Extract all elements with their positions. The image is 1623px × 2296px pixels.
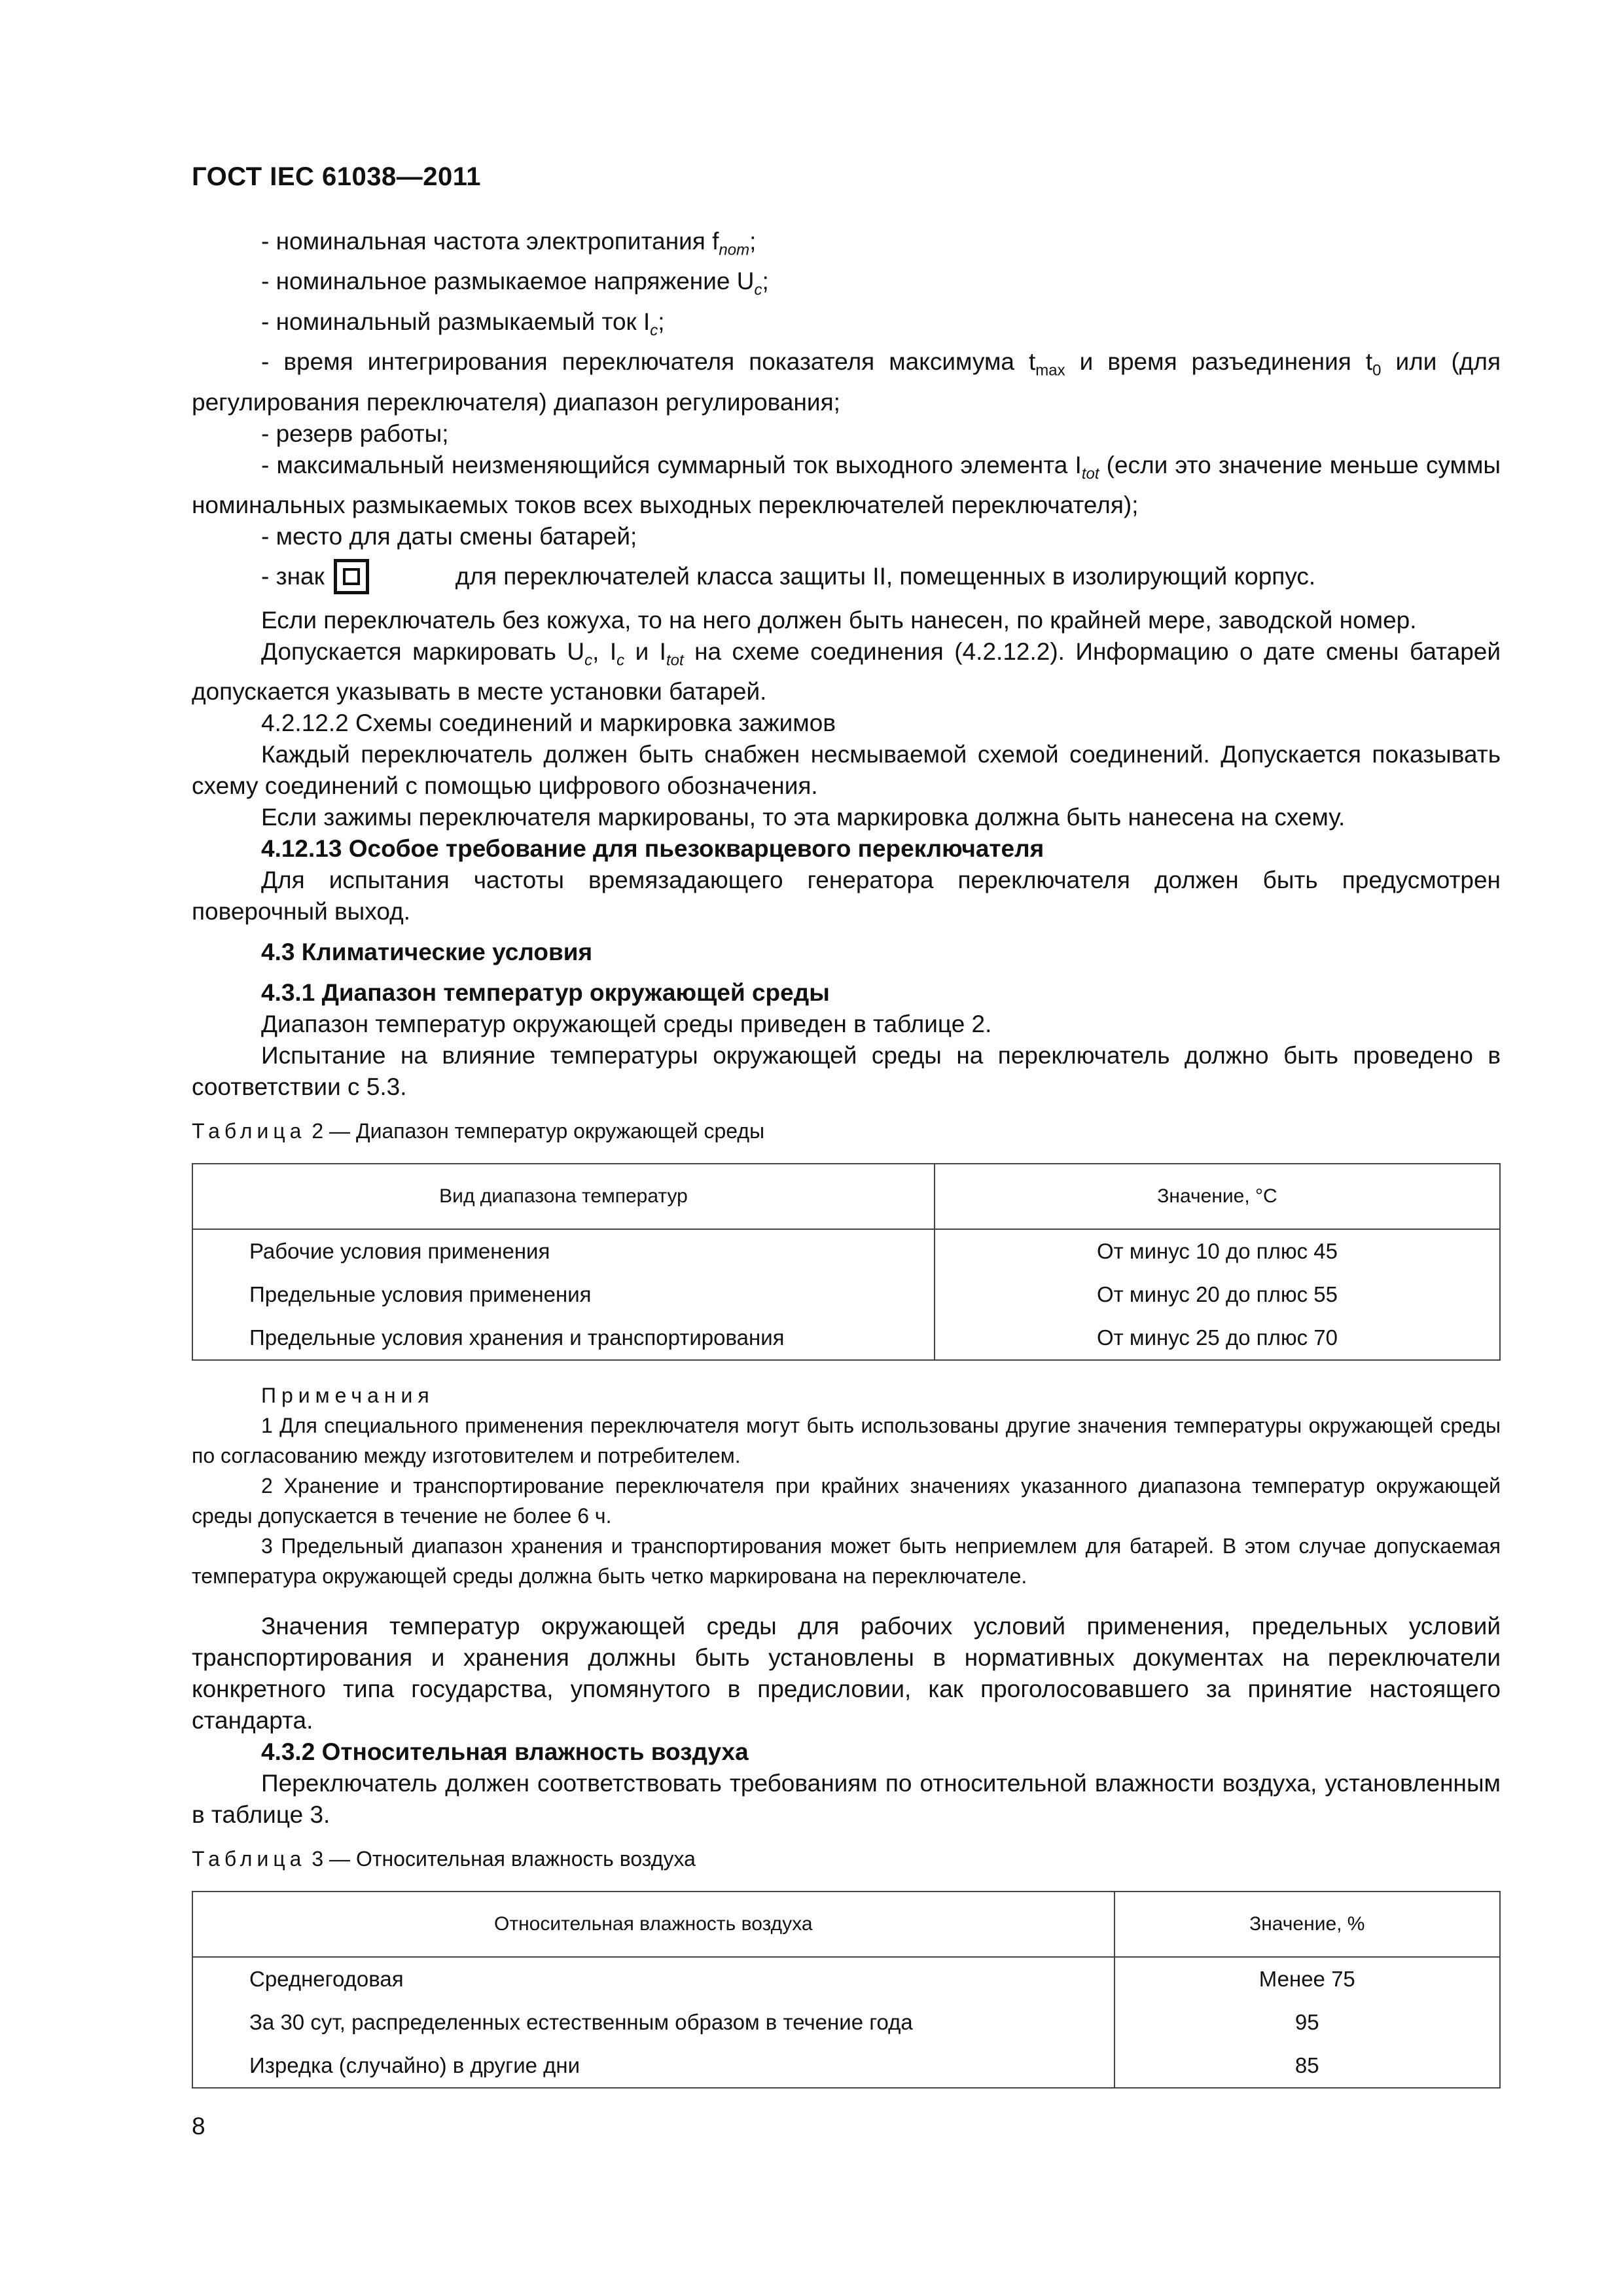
section-heading: 4.3.2 Относительная влажность воздуха <box>261 1738 749 1766</box>
table-cell: Предельные условия применения <box>192 1273 935 1316</box>
temperature-table <box>192 1163 1501 1361</box>
paragraph: Если зажимы переключателя маркированы, то эта маркировка должна быть нанесена на схему. <box>261 804 1346 831</box>
table-header-row <box>192 1164 1500 1229</box>
page-number: 8 <box>192 2113 205 2140</box>
list-item: - номинальное размыкаемое напряжение $U_c$; <box>261 268 769 299</box>
paragraph: Для испытания частоты времязадающего генератора переключателя должен быть предусмотрен поверочный выход. <box>192 867 1501 925</box>
document-header: ГОСТ IEC 61038—2011 <box>192 162 481 191</box>
paragraph: Испытание на влияние температуры окружающей среды на переключатель должно быть проведено в соответствии с 5.3. <box>192 1042 1501 1101</box>
table-cell: 85 <box>1115 2044 1500 2088</box>
paragraph: Каждый переключатель должен быть снабжен несмываемой схемой соединений. Допускается показывать схему соединений с помощью цифрового обозначения. <box>192 741 1501 800</box>
column-header: Вид диапазона температур <box>192 1164 935 1229</box>
humidity-table <box>192 1891 1501 2089</box>
list-item: - резерв работы; <box>261 420 449 447</box>
table-row <box>192 1229 1500 1273</box>
table-caption: Таблица 2 — Диапазон температур окружающей среды <box>192 1119 765 1143</box>
list-item: - время интегрирования переключателя показателя максимума $t_{max}$ и время разъединения $t_0$ или (для регулирования переключателя) диапазон регулирования; <box>192 348 1501 416</box>
paragraph: Переключатель должен соответствовать требованиям по относительной влажности воздуха, установленным в таблице 3. <box>192 1770 1501 1829</box>
note-item: 2 Хранение и транспортирование переключателя при крайних значениях указанного диапазона температур окружающей среды допускается в течение не более 6 ч. <box>192 1474 1501 1528</box>
section-heading: 4.3 Климатические условия <box>261 939 593 966</box>
column-header: Относительная влажность воздуха <box>192 1892 1115 1957</box>
table-row <box>192 2001 1500 2044</box>
table-cell: Среднегодовая <box>192 1957 1115 2001</box>
subsection-title: 4.2.12.2 Схемы соединений и маркировка зажимов <box>261 709 836 737</box>
document-body <box>192 226 1501 2102</box>
column-header: Значение, °С <box>935 1164 1500 1229</box>
note-item: 3 Предельный диапазон хранения и транспортирования может быть неприемлем для батарей. В этом случае допускаемая температура окружающей среды должна быть четко маркирована на переключателе. <box>192 1534 1501 1588</box>
table-row <box>192 2044 1500 2088</box>
paragraph: Диапазон температур окружающей среды приведен в таблице 2. <box>261 1011 992 1038</box>
section-heading: 4.12.13 Особое требование для пьезокварцевого переключателя <box>261 835 1044 863</box>
table-cell: От минус 10 до плюс 45 <box>935 1229 1500 1273</box>
table-cell: Менее 75 <box>1115 1957 1500 2001</box>
list-item: - место для даты смены батарей; <box>261 522 637 550</box>
table-cell: От минус 25 до плюс 70 <box>935 1316 1500 1360</box>
paragraph: Если переключатель без кожуха, то на него должен быть нанесен, по крайней мере, заводской номер. <box>261 606 1417 634</box>
table-row <box>192 1273 1500 1316</box>
section-heading: 4.3.1 Диапазон температур окружающей среды <box>261 979 830 1007</box>
table-cell: От минус 20 до плюс 55 <box>935 1273 1500 1316</box>
paragraph: Значения температур окружающей среды для рабочих условий применения, предельных условий транспортирования и хранения должны быть установлены в нормативных документах на переключатели конкретного типа государства, упомянутого в предисловии, как проголосовавшего за принятие настоящего стандарта. <box>192 1613 1501 1734</box>
table-cell: 95 <box>1115 2001 1500 2044</box>
list-item: - номинальный размыкаемый ток $I_c$; <box>261 308 665 340</box>
notes-block <box>192 1380 1501 1591</box>
list-item: - максимальный неизменяющийся суммарный ток выходного элемента $I_{tot}$ (если это значение меньше суммы номинальных размыкаемых токов всех выходных переключателей переключателя); <box>192 451 1501 518</box>
notes-heading: Примечания <box>261 1384 435 1408</box>
list-item: - номинальная частота электропитания $f_{nom}$; <box>261 228 757 259</box>
table-cell: Предельные условия хранения и транспортирования <box>192 1316 935 1360</box>
column-header: Значение, % <box>1115 1892 1500 1957</box>
table-row <box>192 1316 1500 1360</box>
table-row <box>192 1957 1500 2001</box>
table-cell: Рабочие условия применения <box>192 1229 935 1273</box>
table-caption: Таблица 3 — Относительная влажность воздуха <box>192 1847 696 1871</box>
note-item: 1 Для специального применения переключателя могут быть использованы другие значения температуры окружающей среды по согласованию между изготовителем и потребителем. <box>192 1414 1501 1468</box>
table-cell: За 30 сут, распределенных естественным образом в течение года <box>192 2001 1115 2044</box>
paragraph: Допускается маркировать $U_c$, $I_c$ и $I_{tot}$ на схеме соединения (4.2.12.2). Информацию о дате смены батарей допускается указывать в месте установки батарей. <box>192 637 1501 706</box>
list-item: - знак для переключателей класса защиты II, помещенных в изолирующий корпус. <box>192 559 1501 594</box>
table-cell: Изредка (случайно) в другие дни <box>192 2044 1115 2088</box>
table-header-row <box>192 1892 1500 1957</box>
class-ii-double-square-icon <box>334 559 369 594</box>
